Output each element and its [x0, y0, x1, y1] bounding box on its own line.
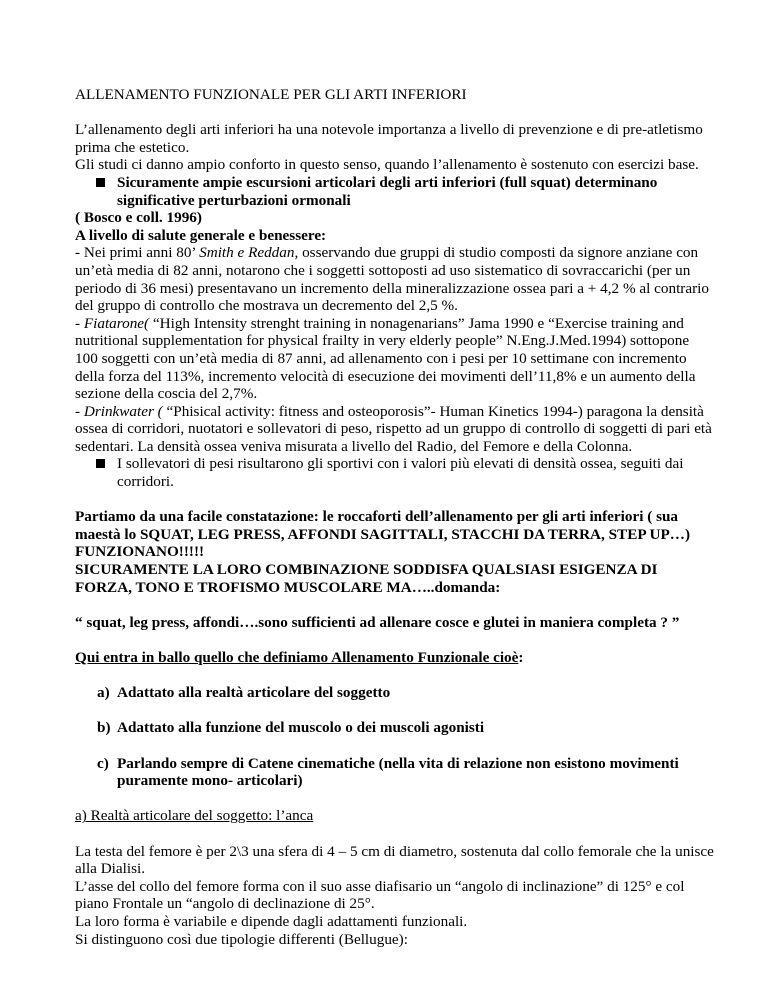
square-bullet-icon: [96, 178, 105, 187]
fiatarone-author: Fiatarone(: [83, 314, 150, 332]
smith-text: osservando due gruppi di studio composti da signore anziane con un’età media di 82 anni, notarono che i soggetti sottoposti ad uso sistematico di sovraccarichi (per un periodo di 36 mesi) presentavano un incremento della mineralizzazione ossea pari a + 4,2 % al contrario del gruppo di controllo che mostrava un decremento del 2,5 %.: [75, 244, 709, 315]
functional-training-intro: [75, 649, 715, 667]
list-text: Parlando sempre di Catene cinematiche (nella vita di relazione non esistono movimenti puramente mono- articolari): [117, 754, 679, 790]
paragraph-smith-reddan: [75, 244, 715, 314]
list-label: c): [97, 754, 109, 772]
bullet-item-hormonal: [75, 174, 715, 209]
paragraph-drinkwater: [75, 403, 715, 456]
section-heading-health: A livello di salute generale e benessere:: [75, 226, 327, 244]
paragraph-femur-head: La testa del femore è per 2\3 una sfera di 4 – 5 cm di diametro, sostenuta dal collo femorale che la unisce alla Dialisi.: [75, 842, 714, 878]
drinkwater-prefix: -: [75, 402, 84, 420]
intro-paragraph-2: Gli studi ci danno ampio conforto in questo senso, quando l’allenamento è sostenuto con esercizi base.: [75, 156, 699, 174]
fiatarone-prefix: -: [75, 314, 84, 332]
square-bullet-icon: [96, 459, 105, 468]
paragraph-femur-angles: L’asse del collo del femore forma con il suo asse diafisario un “angolo di inclinazione” di 125° e col piano Frontale un “angolo di declinazione di 25°.: [75, 877, 685, 913]
section-heading-hip: a) Realtà articolare del soggetto: l’anca: [75, 807, 314, 825]
paragraph-combinazione: SICURAMENTE LA LORO COMBINAZIONE SODDISFA QUALSIASI ESIGENZA DI FORZA, TONO E TROFISMO MUSCOLARE MA…..domanda:: [75, 561, 658, 596]
functional-training-underlined: Qui entra in ballo quello che definiamo Allenamento Funzionale cioè: [75, 649, 519, 666]
paragraph-constatazione: Partiamo da una facile constatazione: le roccaforti dell’allenamento per gli arti inferiori ( sua maestà lo SQUAT, LEG PRESS, AFFONDI SAGITTALI, STACCHI DA TERRA, STEP UP…) FUNZIONANO!!!!!: [75, 508, 691, 561]
functional-training-colon: :: [518, 649, 524, 666]
list-item: [75, 684, 715, 702]
list-item: [75, 719, 715, 737]
list-text: Adattato alla realtà articolare del soggetto: [117, 684, 391, 702]
list-text: Adattato alla funzione del muscolo o dei muscoli agonisti: [117, 719, 485, 737]
smith-authors: Smith e Reddan,: [199, 244, 299, 262]
bullet-item-weightlifters: [75, 455, 715, 490]
smith-prefix: - Nei primi anni 80’: [75, 244, 200, 262]
citation-bosco: ( Bosco e coll. 1996): [75, 209, 202, 227]
drinkwater-text: “Phisical activity: fitness and osteoporosis”- Human Kinetics 1994-) paragona la densità ossea di corridori, nuotatori e sollevatori di peso, rispetto ad un gruppo di controllo di soggetti di pari età sedentari. La densità ossea veniva misurata a livello del Radio, del Femore e della Colonna.: [75, 402, 712, 455]
document-title: ALLENAMENTO FUNZIONALE PER GLI ARTI INFERIORI: [75, 86, 467, 103]
intro-paragraph-1: L’allenamento degli arti inferiori ha una notevole importanza a livello di prevenzione e di pre-atletismo prima che estetico.: [75, 121, 703, 156]
list-label: b): [97, 719, 111, 737]
paragraph-fiatarone: [75, 315, 715, 403]
drinkwater-author: Drinkwater (: [83, 402, 163, 420]
bullet-text: Sicuramente ampie escursioni articolari degli arti inferiori (full squat) determinano significative perturbazioni ormonali: [117, 173, 658, 209]
bullet-text: I sollevatori di pesi risultarono gli sportivi con i valori più elevati di densità ossea, seguiti dai corridori.: [117, 455, 684, 491]
paragraph-femur-types: Si distinguono così due tipologie differenti (Bellugue):: [75, 930, 408, 948]
list-label: a): [97, 684, 110, 702]
question-line: “ squat, leg press, affondi….sono sufficienti ad allenare cosce e glutei in maniera completa ? ”: [75, 613, 680, 631]
fiatarone-text: “High Intensity strenght training in nonagenarians” Jama 1990 e “Exercise training and nutritional supplementation for physical frailty in very elderly people” N.Eng.J.Med.1994) sottopone 100 soggetti con un’età media di 87 anni, ad allenamento con i pesi per 10 settimane con incremento della forza del 113%, incremento velocità di esecuzione dei movimenti dell’11,8% e un aumento della sezione della coscia del 2,7%.: [75, 314, 696, 403]
paragraph-femur-shape: La loro forma è variabile e dipende dagli adattamenti funzionali.: [75, 912, 468, 930]
list-item: [75, 755, 715, 790]
document-body: [75, 86, 715, 948]
